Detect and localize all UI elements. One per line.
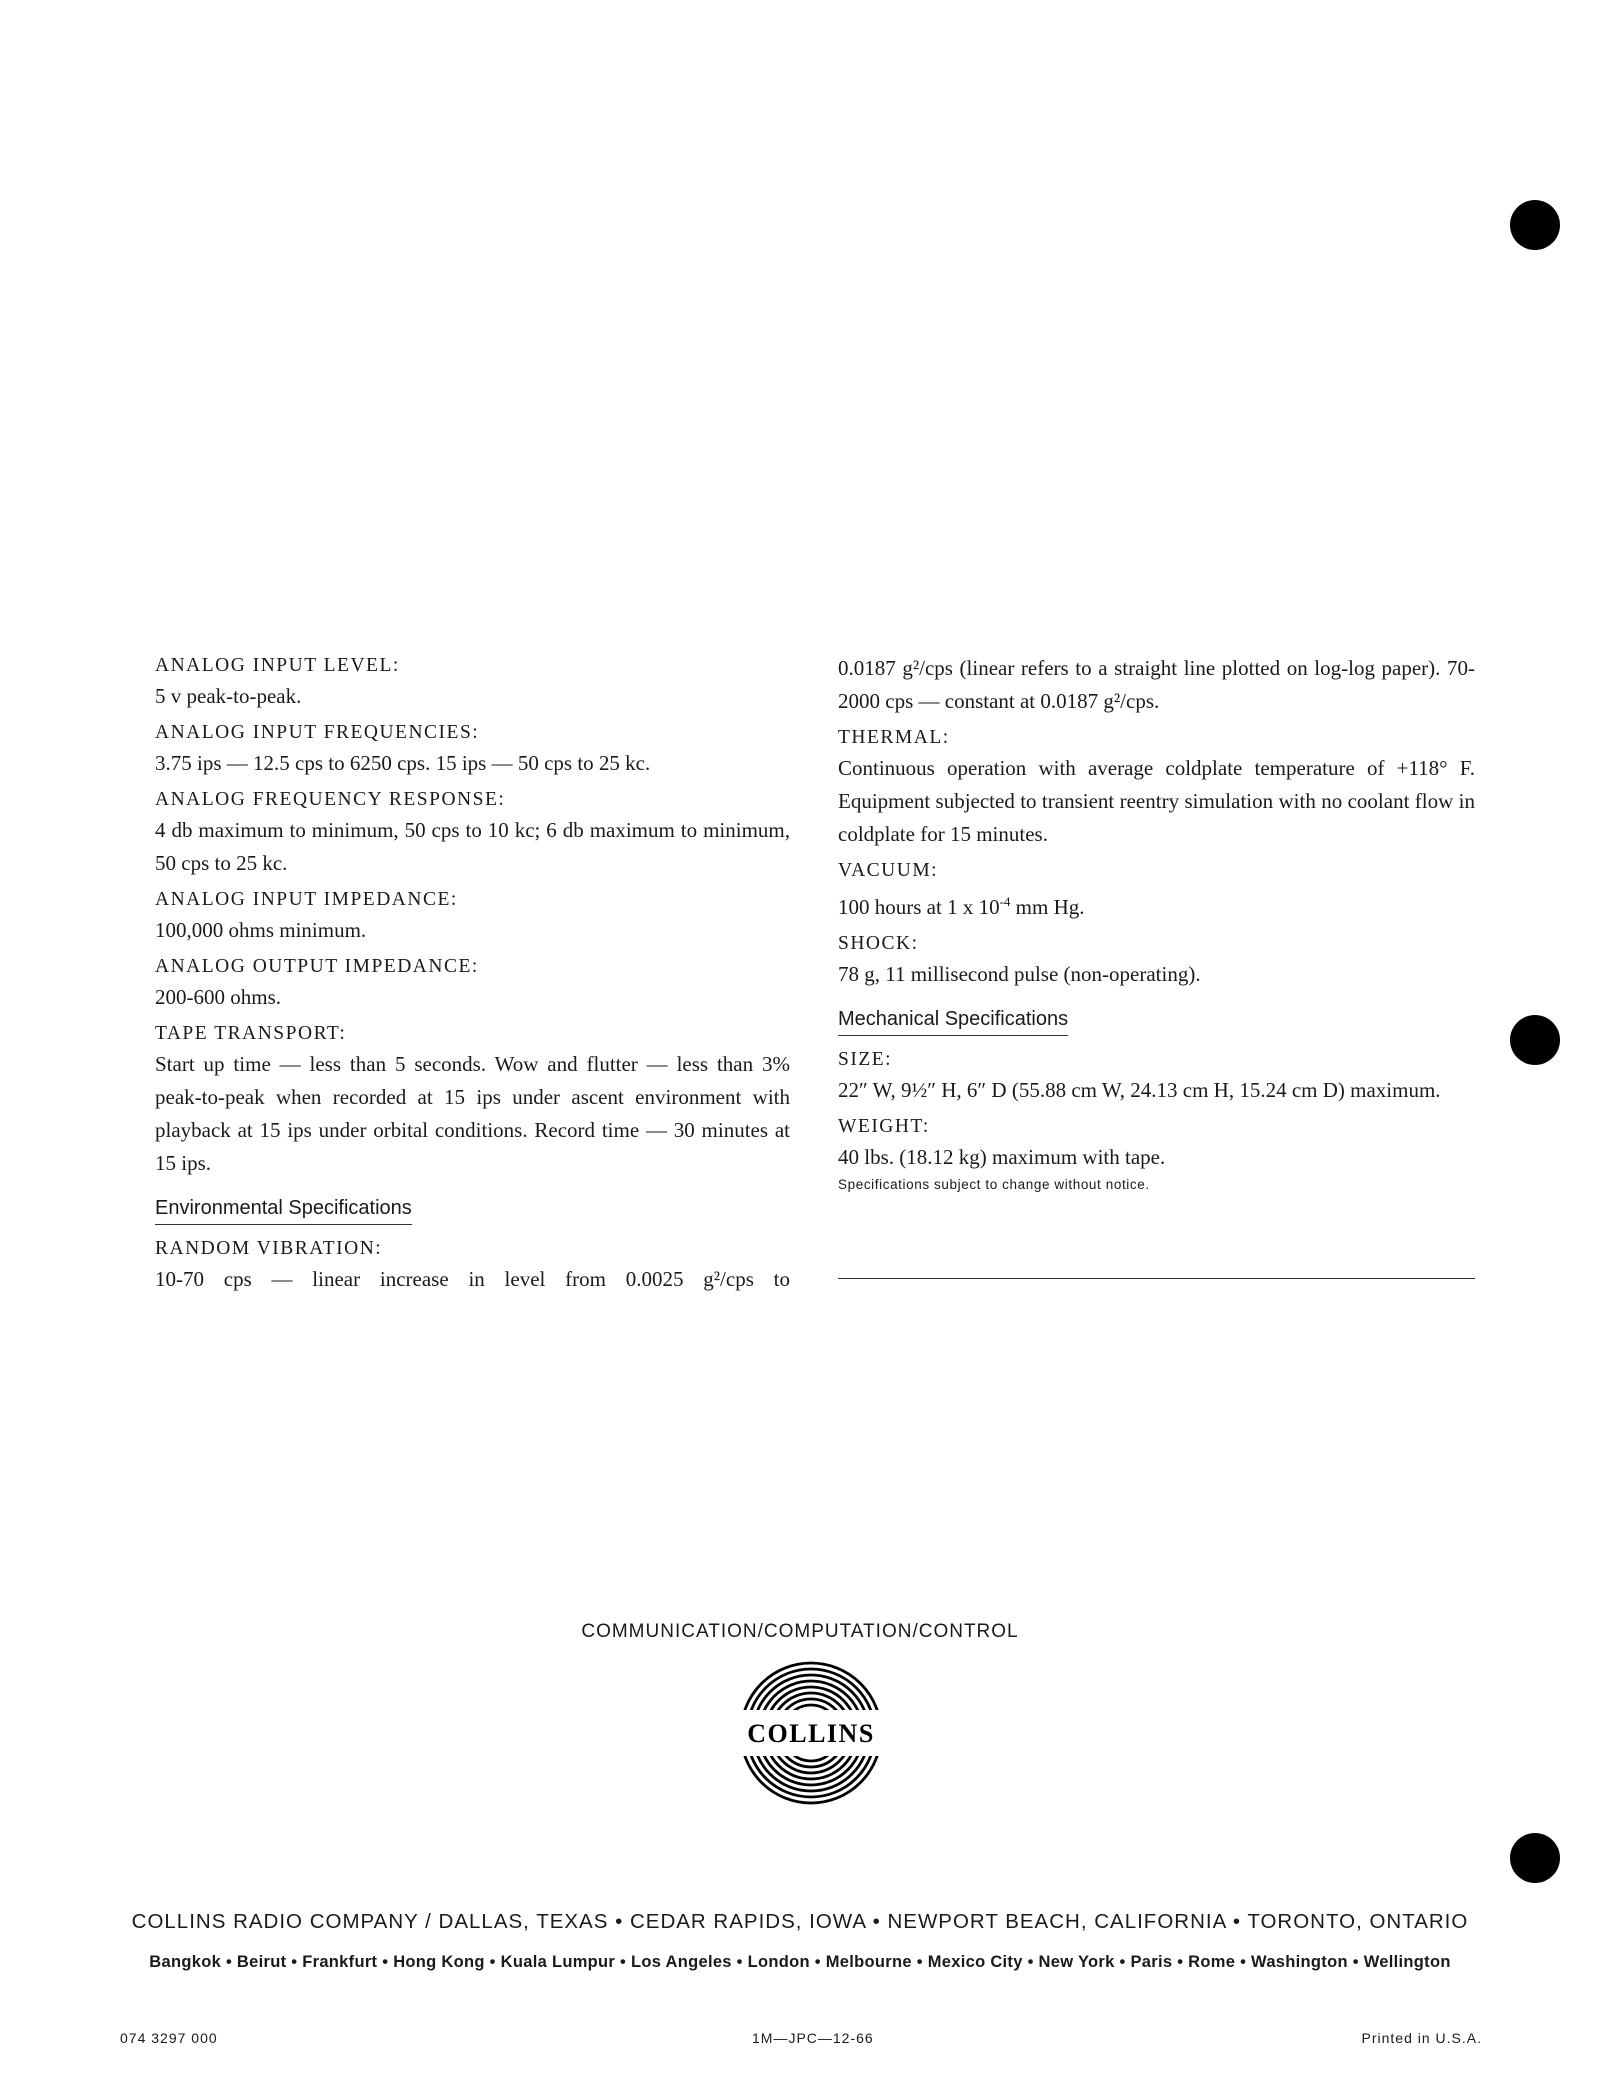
company-addresses: COLLINS RADIO COMPANY / DALLAS, TEXAS • CEDAR RAPIDS, IOWA • NEWPORT BEACH, CALIFORNIA • TORONTO, ONTARIO <box>131 1910 1469 1933</box>
binder-hole-top <box>1510 200 1560 250</box>
analog-frequency-response-value: 4 db maximum to minimum, 50 cps to 10 kc; 6 db maximum to minimum, 50 cps to 25 kc. <box>155 818 790 875</box>
analog-input-level-label: ANALOG INPUT LEVEL: <box>155 655 400 676</box>
specifications-left-column <box>155 652 790 1296</box>
analog-input-frequencies-value: 3.75 ips — 12.5 cps to 6250 cps. 15 ips — 50 cps to 25 kc. <box>155 751 651 775</box>
specifications-disclaimer: Specifications subject to change without notice. <box>838 1177 1150 1192</box>
vacuum-value <box>838 885 1475 924</box>
thermal-value: Continuous operation with average coldplate temperature of +118° F. Equipment subjected to transient reentry simulation with no coolant flow in coldplate for 15 minutes. <box>838 756 1475 846</box>
international-offices: Bangkok • Beirut • Frankfurt • Hong Kong • Kuala Lumpur • Los Angeles • London • Melbourne • Mexico City • New York • Paris • Rome • Washington • Wellington <box>149 1953 1451 1971</box>
collins-logo-text: COLLINS <box>747 1719 875 1748</box>
binder-hole-bottom <box>1510 1833 1560 1883</box>
binder-hole-middle <box>1510 1015 1560 1065</box>
vacuum-value-exponent: -4 <box>999 894 1011 909</box>
random-vibration-label: RANDOM VIBRATION: <box>155 1238 383 1259</box>
right-column-rule <box>838 1278 1475 1279</box>
random-vibration-continued: 0.0187 g²/cps (linear refers to a straight line plotted on log-log paper). 70-2000 cps — constant at 0.0187 g²/cps. <box>838 656 1475 713</box>
collins-logo <box>738 1660 884 1806</box>
weight-value: 40 lbs. (18.12 kg) maximum with tape. <box>838 1145 1166 1169</box>
random-vibration-value: 10-70 cps — linear increase in level from 0.0025 g²/cps to <box>155 1267 790 1291</box>
tape-transport-value: Start up time — less than 5 seconds. Wow and flutter — less than 3% peak-to-peak when recorded at 15 ips under ascent environment with playback at 15 ips under orbital conditions. Record time — 30 minutes at 15 ips. <box>155 1052 790 1175</box>
vacuum-label: VACUUM: <box>838 860 939 881</box>
vacuum-value-suffix: mm Hg. <box>1010 895 1085 919</box>
thermal-label: THERMAL: <box>838 727 950 748</box>
shock-label: SHOCK: <box>838 933 919 954</box>
analog-input-level-value: 5 v peak-to-peak. <box>155 684 302 708</box>
shock-value: 78 g, 11 millisecond pulse (non-operating). <box>838 962 1201 986</box>
print-code: 1M—JPC—12-66 <box>752 2030 874 2046</box>
analog-frequency-response-label: ANALOG FREQUENCY RESPONSE: <box>155 789 506 810</box>
company-tagline: COMMUNICATION/COMPUTATION/CONTROL <box>581 1621 1019 1642</box>
tape-transport-label: TAPE TRANSPORT: <box>155 1023 347 1044</box>
analog-input-impedance-value: 100,000 ohms minimum. <box>155 918 367 942</box>
vacuum-value-prefix: 100 hours at 1 x 10 <box>838 895 1000 919</box>
mechanical-specifications-heading: Mechanical Specifications <box>838 1005 1068 1036</box>
analog-input-frequencies-label: ANALOG INPUT FREQUENCIES: <box>155 722 480 743</box>
environmental-specifications-heading: Environmental Specifications <box>155 1194 412 1225</box>
size-label: SIZE: <box>838 1049 893 1070</box>
analog-output-impedance-value: 200-600 ohms. <box>155 985 281 1009</box>
weight-label: WEIGHT: <box>838 1116 930 1137</box>
specifications-right-column <box>838 652 1475 1196</box>
analog-input-impedance-label: ANALOG INPUT IMPEDANCE: <box>155 889 458 910</box>
size-value: 22″ W, 9½″ H, 6″ D (55.88 cm W, 24.13 cm H, 15.24 cm D) maximum. <box>838 1078 1441 1102</box>
document-number: 074 3297 000 <box>120 2030 218 2046</box>
analog-output-impedance-label: ANALOG OUTPUT IMPEDANCE: <box>155 956 479 977</box>
printed-in-usa: Printed in U.S.A. <box>1361 2030 1482 2046</box>
